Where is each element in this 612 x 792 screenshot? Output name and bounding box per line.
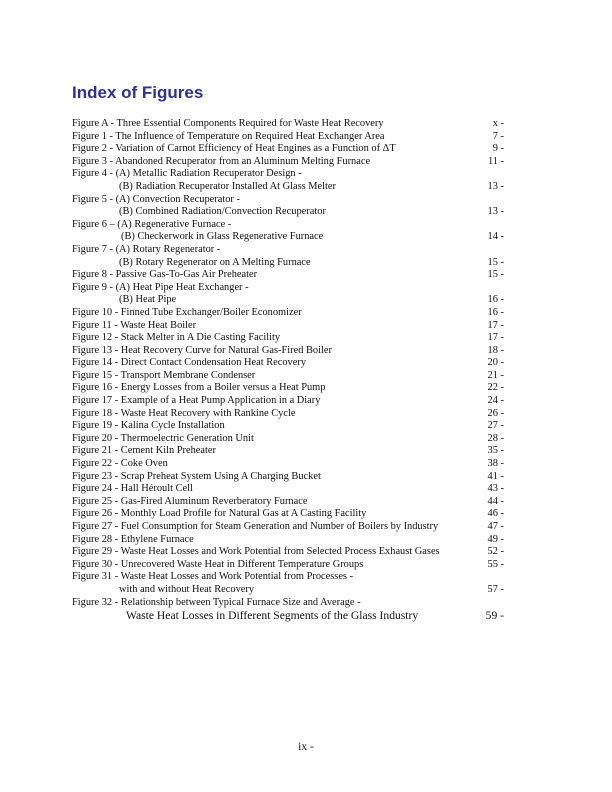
entry-text: Figure 29 - Waste Heat Losses and Work Potential from Selected Process Exhaust Gases — [72, 546, 440, 558]
entry-page: 16 - — [487, 306, 504, 318]
toc-entry — [72, 546, 504, 559]
entry-text: with and without Heat Recovery — [119, 583, 255, 595]
toc-entry — [72, 345, 504, 358]
toc-entry-continuation — [72, 584, 504, 597]
entry-page: 20 - — [487, 357, 504, 369]
entry-text: Figure 14 - Direct Contact Condensation Heat Recovery — [72, 357, 307, 369]
entry-text: Figure 6 – (A) Regenerative Furnace - — [72, 218, 232, 230]
entry-page: 15 - — [487, 256, 504, 268]
entry-text: Figure 3 - Abandoned Recuperator from an Aluminum Melting Furnace — [72, 155, 371, 167]
entry-text: Figure 20 - Thermoelectric Generation Unit — [72, 432, 254, 444]
entry-text: (B) Radiation Recuperator Installed At Glass Melter — [119, 180, 336, 192]
toc-entry-continuation — [72, 257, 504, 270]
entry-page: 18 - — [487, 344, 504, 356]
entry-text: Figure 21 - Cement Kiln Preheater — [72, 445, 216, 457]
entry-text: Figure 31 - Waste Heat Losses and Work Potential from Processes - — [72, 571, 354, 583]
toc-entry — [72, 420, 504, 433]
toc-entry — [72, 559, 504, 572]
toc-entry — [72, 156, 504, 169]
entry-page: 52 - — [487, 546, 504, 558]
toc-entry — [72, 244, 504, 257]
toc-entry-continuation — [72, 206, 504, 219]
page-number: ix - — [298, 741, 314, 753]
entry-page: 35 - — [487, 445, 504, 457]
entry-page: 9 - — [492, 143, 504, 155]
toc-entry — [72, 508, 504, 521]
toc-entry-continuation — [72, 231, 504, 244]
figure-index-list — [72, 118, 504, 623]
entry-text: Figure 12 - Stack Melter in A Die Casting Facility — [72, 332, 281, 344]
entry-text: Figure 16 - Energy Losses from a Boiler versus a Heat Pump — [72, 382, 326, 394]
entry-page: 59 - — [485, 609, 504, 623]
toc-entry — [72, 219, 504, 232]
entry-page: 11 - — [487, 155, 504, 167]
entry-text: (B) Checkerwork in Glass Regenerative Furnace — [121, 231, 324, 243]
toc-entry-continuation — [72, 181, 504, 194]
toc-entry — [72, 496, 504, 509]
toc-entry — [72, 332, 504, 345]
entry-text: (B) Combined Radiation/Convection Recuperator — [119, 206, 326, 218]
toc-entry — [72, 471, 504, 484]
entry-text: Figure 1 - The Influence of Temperature on Required Heat Exchanger Area — [72, 130, 385, 142]
toc-entry — [72, 534, 504, 547]
entry-page: x - — [492, 118, 504, 129]
entry-page: 38 - — [487, 458, 504, 470]
entry-text: Figure 27 - Fuel Consumption for Steam Generation and Number of Boilers by Industry — [72, 521, 439, 532]
entry-text: Figure 26 - Monthly Load Profile for Natural Gas at A Casting Facility — [72, 508, 367, 520]
entry-page: 47 - — [487, 521, 504, 532]
entry-page: 17 - — [487, 332, 504, 344]
page-title: Index of Figures — [72, 83, 204, 102]
entry-text: Figure 15 - Transport Membrane Condenser — [72, 369, 256, 381]
entry-page: 16 - — [487, 294, 504, 306]
entry-page: 17 - — [487, 319, 504, 331]
toc-entry — [72, 357, 504, 370]
entry-text: Figure 24 - Hall Héroult Cell — [72, 483, 193, 495]
entry-page: 28 - — [487, 432, 504, 444]
toc-entry-continuation — [72, 294, 504, 307]
toc-entry — [72, 445, 504, 458]
entry-page: 15 - — [487, 269, 504, 281]
toc-entry — [72, 408, 504, 421]
toc-entry — [72, 143, 504, 156]
toc-entry — [72, 118, 504, 131]
entry-text: Figure 10 - Finned Tube Exchanger/Boiler Economizer — [72, 306, 302, 318]
entry-text: Figure 5 - (A) Convection Recuperator - — [72, 193, 240, 205]
entry-text: Figure 30 - Unrecovered Waste Heat in Different Temperature Groups — [72, 558, 364, 570]
entry-page: 13 - — [487, 180, 504, 192]
toc-entry — [72, 395, 504, 408]
entry-page: 44 - — [487, 495, 504, 507]
entry-text: Figure 32 - Relationship between Typical Furnace Size and Average - — [72, 596, 361, 608]
entry-text: Figure 25 - Gas-Fired Aluminum Reverberatory Furnace — [72, 495, 308, 507]
entry-text: Figure 11 - Waste Heat Boiler — [72, 319, 197, 331]
entry-page: 55 - — [487, 558, 504, 570]
entry-text: Figure A - Three Essential Components Required for Waste Heat Recovery — [72, 118, 384, 129]
entry-text: Figure 7 - (A) Rotary Regenerator - — [72, 243, 221, 255]
toc-entry-continuation — [72, 609, 504, 623]
entry-text: (B) Heat Pipe — [119, 294, 177, 306]
entry-text: Figure 9 - (A) Heat Pipe Heat Exchanger - — [72, 281, 249, 293]
toc-entry — [72, 597, 504, 610]
entry-text: Figure 17 - Example of a Heat Pump Application in a Diary — [72, 395, 321, 407]
entry-text: Figure 22 - Coke Oven — [72, 458, 168, 470]
entry-page: 21 - — [487, 369, 504, 381]
toc-entry — [72, 382, 504, 395]
entry-text: Figure 23 - Scrap Preheat System Using A Charging Bucket — [72, 470, 321, 482]
toc-entry — [72, 282, 504, 295]
entry-text: Figure 19 - Kalina Cycle Installation — [72, 420, 225, 432]
entry-page: 13 - — [487, 206, 504, 218]
toc-entry — [72, 131, 504, 144]
toc-entry — [72, 521, 504, 534]
entry-page: 49 - — [487, 533, 504, 545]
toc-entry — [72, 483, 504, 496]
entry-text: Figure 4 - (A) Metallic Radiation Recuperator Design - — [72, 168, 302, 180]
entry-page: 46 - — [487, 508, 504, 520]
toc-entry — [72, 433, 504, 446]
toc-entry — [72, 194, 504, 207]
entry-page: 22 - — [487, 382, 504, 394]
toc-entry — [72, 307, 504, 320]
entry-page: 27 - — [487, 420, 504, 432]
entry-text: Figure 8 - Passive Gas-To-Gas Air Preheater — [72, 269, 258, 281]
entry-page: 7 - — [492, 130, 504, 142]
toc-entry — [72, 571, 504, 584]
toc-entry — [72, 168, 504, 181]
entry-page: 24 - — [487, 395, 504, 407]
entry-text: Figure 28 - Ethylene Furnace — [72, 533, 194, 545]
toc-entry — [72, 320, 504, 333]
entry-page: 43 - — [487, 483, 504, 495]
entry-page: 41 - — [487, 470, 504, 482]
entry-text: Figure 13 - Heat Recovery Curve for Natural Gas-Fired Boiler — [72, 344, 332, 356]
entry-text: Waste Heat Losses in Different Segments of the Glass Industry — [126, 609, 419, 623]
toc-entry — [72, 458, 504, 471]
entry-page: 14 - — [487, 231, 504, 243]
toc-entry — [72, 370, 504, 383]
entry-page: 57 - — [487, 583, 504, 595]
entry-page: 26 - — [487, 407, 504, 419]
entry-text: Figure 18 - Waste Heat Recovery with Rankine Cycle — [72, 407, 296, 419]
toc-entry — [72, 269, 504, 282]
entry-text: (B) Rotary Regenerator on A Melting Furnace — [119, 256, 311, 268]
entry-text: Figure 2 - Variation of Carnot Efficiency of Heat Engines as a Function of ΔT — [72, 143, 396, 155]
